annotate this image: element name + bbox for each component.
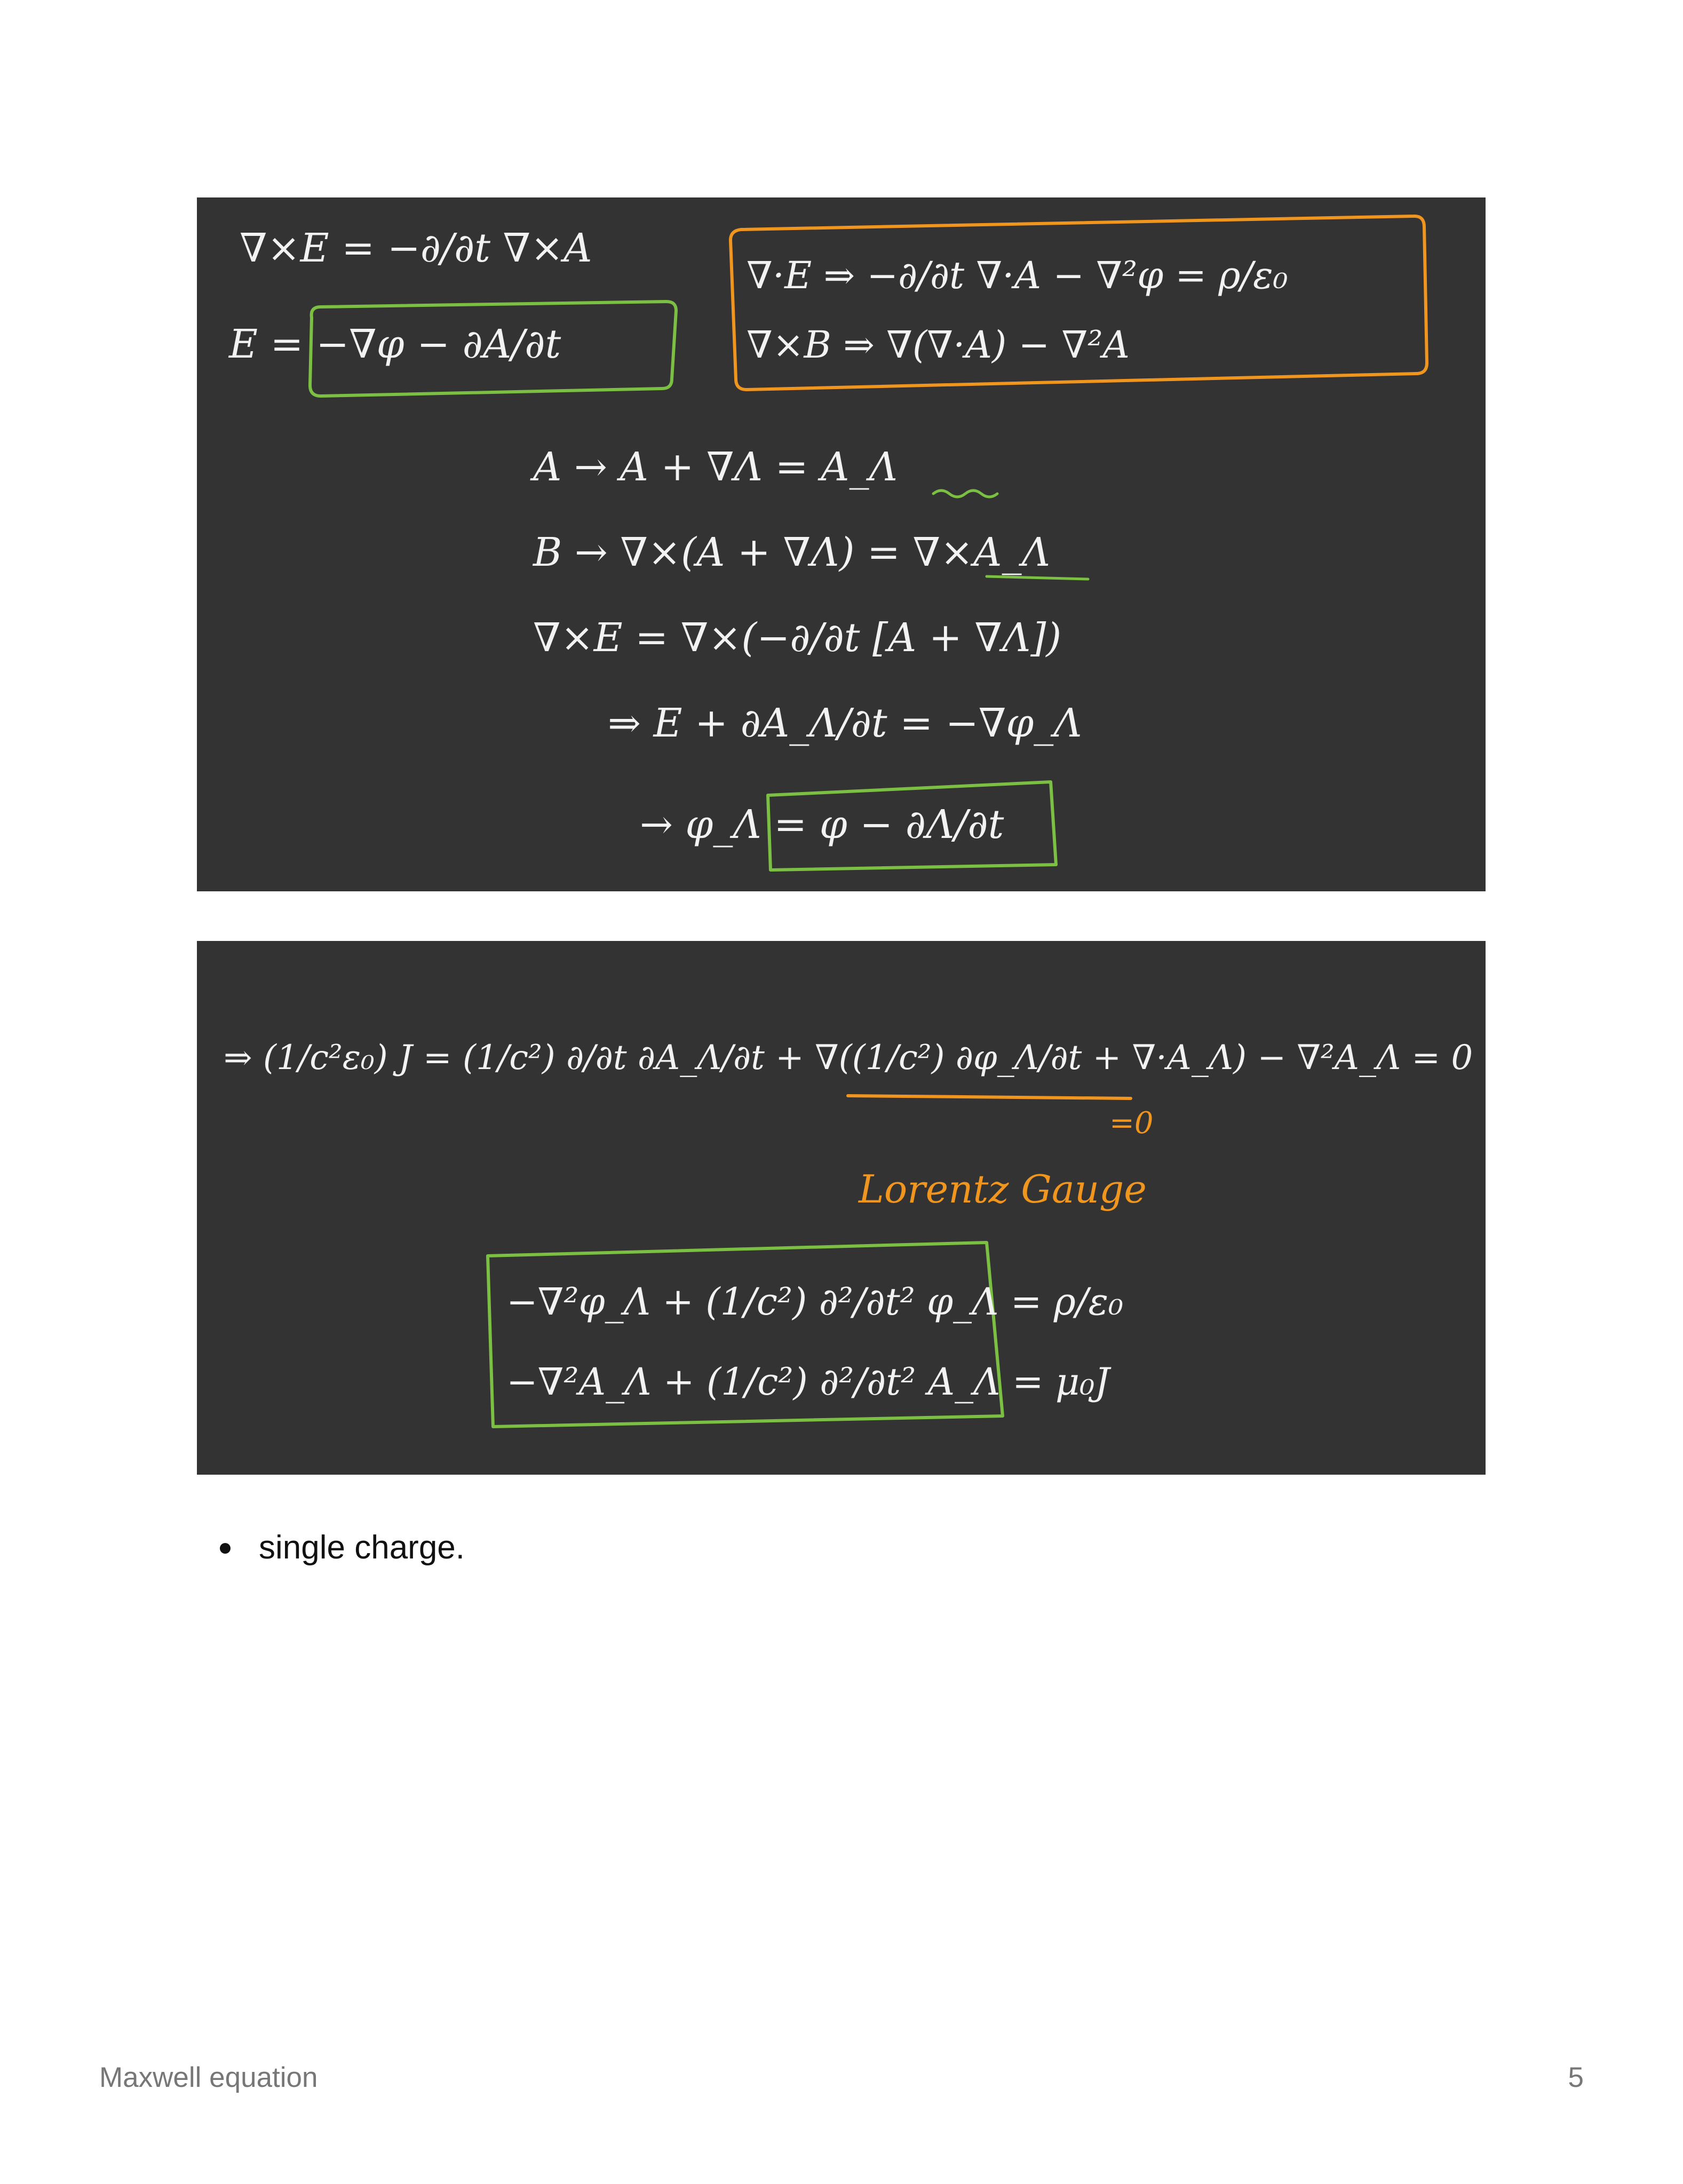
bullet-list bbox=[213, 1526, 465, 1569]
handwritten-board-1 bbox=[197, 197, 1486, 891]
underline-lorentz-term bbox=[848, 1096, 1131, 1098]
eq-gauge-phi: → φ_Λ = φ − ∂Λ/∂t bbox=[640, 802, 1004, 848]
handwritten-board-2 bbox=[197, 941, 1486, 1475]
eq-curl-e: ∇×E = −∂/∂t ∇×A bbox=[240, 225, 592, 271]
bullet-dot-icon bbox=[220, 1543, 231, 1554]
eq-wave-a: −∇²A_Λ + (1/c²) ∂²/∂t² A_Λ = μ₀J bbox=[506, 1360, 1110, 1404]
eq-gauge-b: B → ∇×(A + ∇Λ) = ∇×A_Λ bbox=[533, 529, 1051, 575]
eq-gauge-a: A → A + ∇Λ = A_Λ bbox=[533, 444, 898, 490]
underline-a-lambda bbox=[933, 490, 997, 497]
footer-title: Maxwell equation bbox=[99, 2062, 318, 2093]
eq-wave-phi: −∇²φ_Λ + (1/c²) ∂²/∂t² φ_Λ = ρ/ε₀ bbox=[506, 1280, 1124, 1324]
eq-gauge-curl: ∇×E = ∇×(−∂/∂t [A + ∇Λ]) bbox=[533, 615, 1062, 661]
board-2-drawing bbox=[197, 941, 1486, 1475]
page-number: 5 bbox=[1568, 2062, 1584, 2093]
board-1-drawing bbox=[197, 197, 1486, 891]
eq-curl-b: ∇×B ⇒ ∇(∇·A) − ∇²A bbox=[747, 323, 1130, 367]
eq-div-e: ∇·E ⇒ −∂/∂t ∇·A − ∇²φ = ρ/ε₀ bbox=[747, 254, 1288, 297]
lorentz-gauge-label: Lorentz Gauge bbox=[859, 1167, 1147, 1212]
bullet-item bbox=[213, 1526, 465, 1569]
eq-zero: =0 bbox=[1109, 1106, 1154, 1141]
eq-gauge-e: ⇒ E + ∂A_Λ/∂t = −∇φ_Λ bbox=[608, 700, 1082, 746]
underline-curl-a-lambda bbox=[987, 576, 1088, 579]
bullet-text: single charge. bbox=[259, 1529, 465, 1566]
eq-wave-main: ⇒ (1/c²ε₀) J = (1/c²) ∂/∂t ∂A_Λ/∂t + ∇((1/c²) ∂φ_Λ/∂t + ∇·A_Λ) − ∇²A_Λ = 0 bbox=[224, 1038, 1473, 1078]
eq-e-field: E = −∇φ − ∂A/∂t bbox=[229, 321, 561, 367]
